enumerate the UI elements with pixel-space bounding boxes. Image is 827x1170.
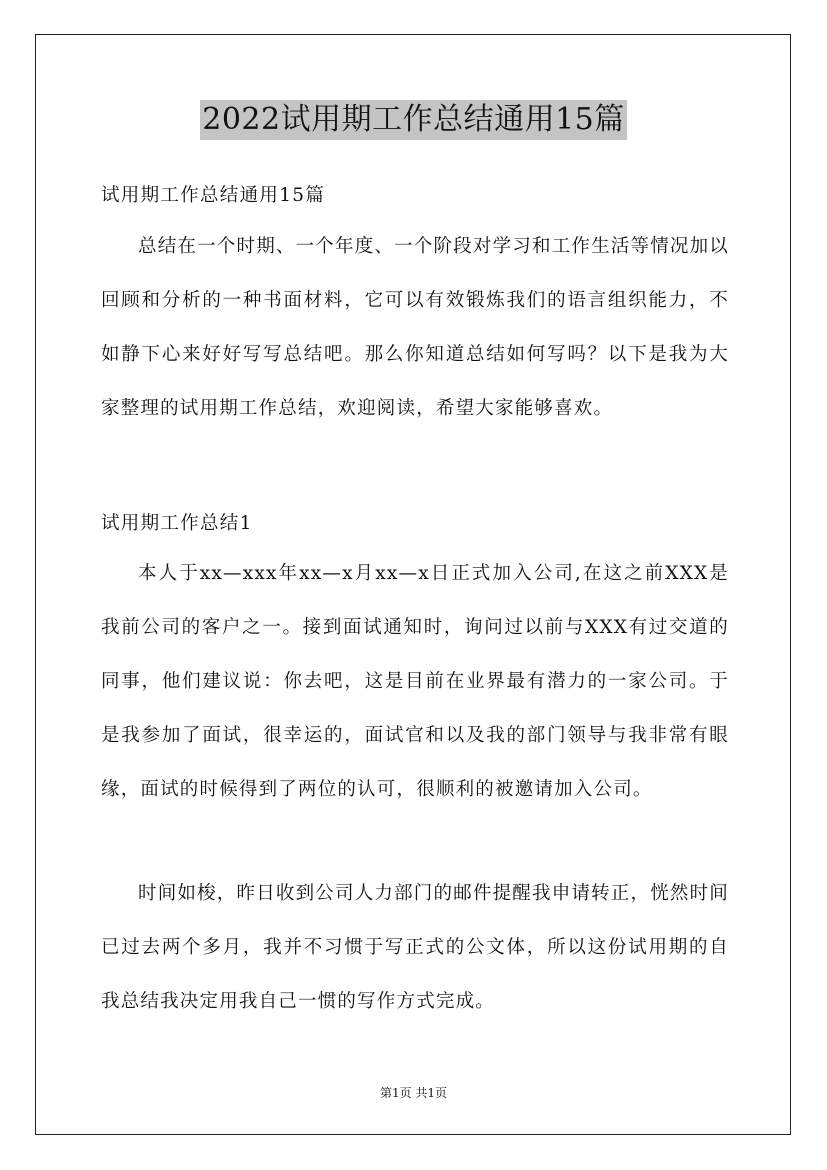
section1-paragraph-2 (101, 867, 729, 1029)
section1-paragraph-1 (101, 547, 729, 817)
document-title: 2022试用期工作总结通用15篇 (200, 100, 627, 140)
intro-paragraph (101, 220, 729, 436)
section1-text-1: 本人于xx—xxx年xx—x月xx—x日正式加入公司,在这之前XXX是我前公司的客户之一。接到面试通知时，询问过以前与XXX有过交道的同事，他们建议说：你去吧，这是目前在业界最有潜力的一家公司。于是我参加了面试，很幸运的，面试官和以及我的部门领导与我非常有眼缘，面试的时候得到了两位的认可，很顺利的被邀请加入公司。 (101, 563, 729, 800)
document-subtitle: 试用期工作总结通用15篇 (101, 185, 326, 206)
section1-text-2: 时间如梭，昨日收到公司人力部门的邮件提醒我申请转正，恍然时间已过去两个多月，我并不习惯于写正式的公文体，所以这份试用期的自我总结我决定用我自己一惯的写作方式完成。 (101, 883, 730, 1012)
intro-text: 总结在一个时期、一个年度、一个阶段对学习和工作生活等情况加以回顾和分析的一种书面材料，它可以有效锻炼我们的语言组织能力，不如静下心来好好写写总结吧。那么你知道总结如何写吗？以下是我为大家整理的试用期工作总结，欢迎阅读，希望大家能够喜欢。 (101, 236, 730, 419)
section1-heading: 试用期工作总结1 (101, 513, 253, 534)
page-footer: 第1页 共1页 (379, 1086, 448, 1100)
document-title-wrapper (0, 100, 827, 140)
